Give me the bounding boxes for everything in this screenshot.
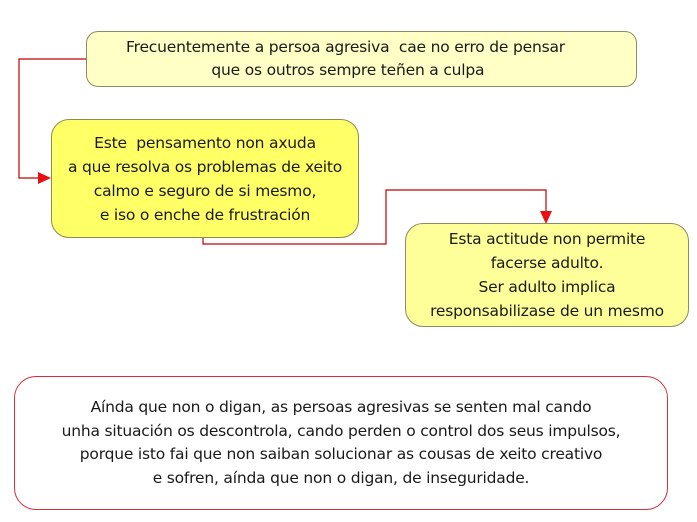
node-bottom	[14, 376, 668, 510]
node-left	[51, 119, 359, 238]
arrowhead-icon	[38, 172, 51, 184]
node-left-line-3: calmo e seguro de si mesmo,	[93, 181, 317, 200]
node-bottom-line-2: unha situación os descontrola, cando perden o control dos seus impulsos,	[61, 421, 621, 440]
node-left-line-2: a que resolva os problemas de xeito	[67, 157, 343, 176]
node-right	[405, 223, 689, 327]
node-bottom-line-4: e sofren, aínda que non o digan, de inseguridade.	[152, 468, 530, 487]
node-top	[86, 31, 637, 87]
node-bottom-line-1: Aínda que non o digan, as persoas agresivas se senten mal cando	[90, 398, 592, 416]
node-top-line-1: Frecuentemente a persoa agresiva cae no erro de pensar	[126, 38, 565, 56]
node-top-line-2: que os outros sempre teñen a culpa	[206, 61, 485, 79]
node-right-line-4: responsabilizase de un mesmo	[430, 302, 664, 320]
node-right-line-3: Ser adulto implica	[478, 278, 616, 296]
node-bottom-line-3: porque isto fai que non saiban solucionar as cousas de xeito creativo	[79, 445, 603, 463]
node-right-line-1: Esta actitude non permite	[448, 230, 646, 248]
node-left-line-4: e iso o enche de frustración	[99, 205, 311, 224]
node-left-line-1: Este pensamento non axuda	[94, 133, 316, 152]
node-right-line-2: facerse adulto.	[490, 254, 604, 272]
